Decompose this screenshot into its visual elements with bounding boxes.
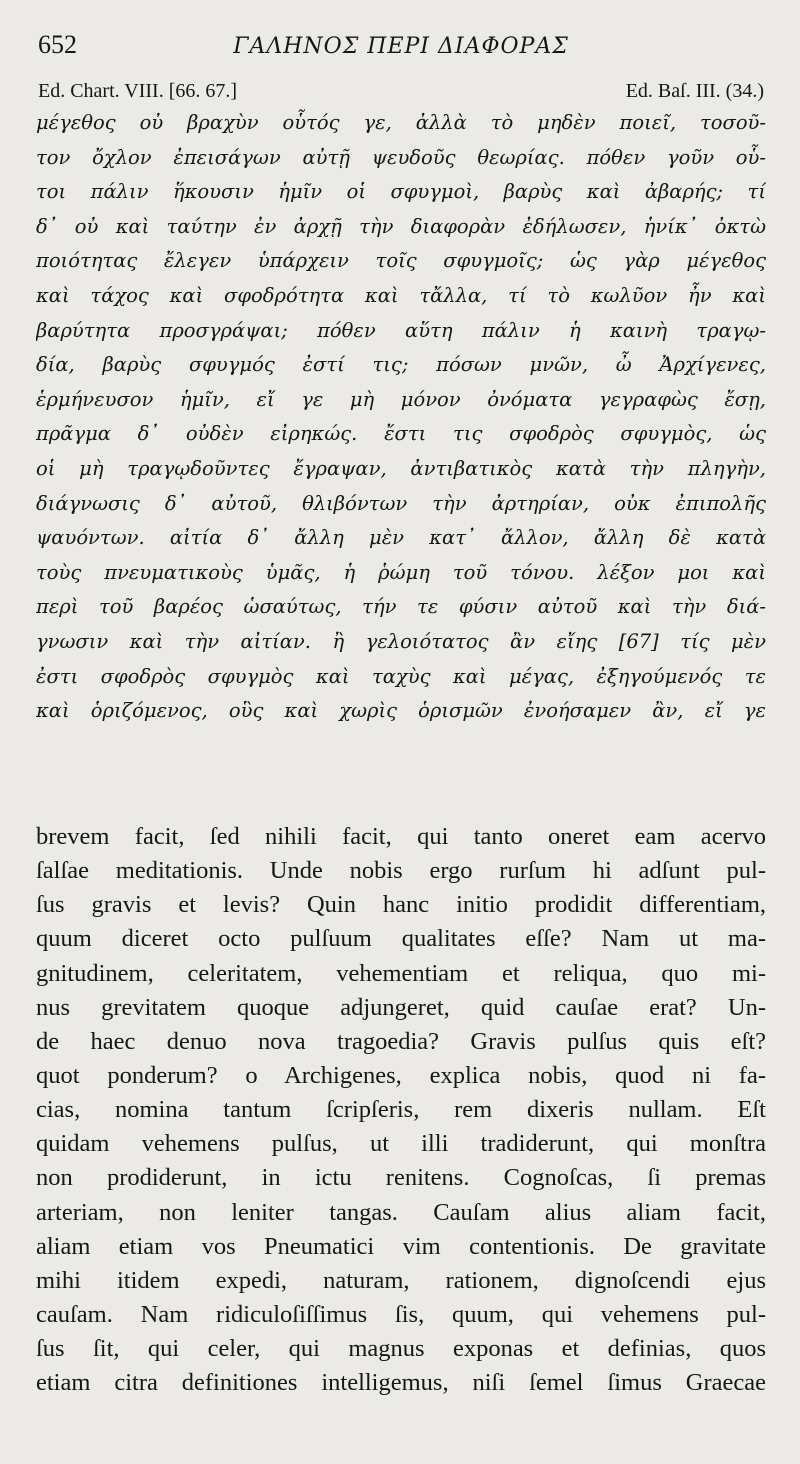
latin-text-line: quot ponderum? o Archigenes, explica nobis, quod ni fa- [36, 1061, 766, 1089]
greek-text-line: καὶ ὁριζόμενος, οὓς καὶ χωρὶς ὁρισμῶν ἐνοήσαμεν ἂν, εἴ γε [36, 699, 766, 723]
greek-text-line: δία, βαρὺς σφυγμός ἐστί τις; πόσων μνῶν, ὦ Ἀρχίγενες, [36, 353, 766, 377]
greek-text-line: μέγεθος οὐ βραχὺν οὗτός γε, ἀλλὰ τὸ μηδὲν ποιεῖ, τοσοῦ- [36, 111, 766, 134]
edition-chartier-reference: Ed. Chart. VIII. [66. 67.] [38, 80, 238, 102]
latin-text-line: non prodiderunt, in ictu renitens. Cognoſcas, ſi premas [36, 1164, 766, 1192]
latin-text-line: etiam citra definitiones intelligemus, niſi ſemel ſimus Graecae [36, 1369, 766, 1397]
latin-text-line: mihi itidem expedi, naturam, rationem, dignoſcendi ejus [36, 1266, 766, 1294]
greek-text-line: οἱ μὴ τραγῳδοῦντες ἔγραψαν, ἀντιβατικὸς κατὰ τὴν πληγὴν, [36, 456, 766, 480]
edition-basel-reference: Ed. Baſ. III. (34.) [625, 80, 764, 102]
greek-text-line: ἐστι σφοδρὸς σφυγμὸς καὶ ταχὺς καὶ μέγας, ἐξηγούμενός τε [36, 664, 766, 688]
latin-text-line: arteriam, non leniter tangas. Cauſam alius aliam facit, [36, 1198, 766, 1226]
greek-text-line: βαρύτητα προσγράψαι; πόθεν αὕτη πάλιν ἡ καινὴ τραγῳ- [36, 318, 766, 342]
greek-text-line: ἑρμήνευσον ἡμῖν, εἴ γε μὴ μόνον ὀνόματα γεγραφὼς ἔσῃ, [36, 387, 766, 411]
greek-text-line: γνωσιν καὶ τὴν αἰτίαν. ἢ γελοιότατος ἂν εἴης [67] τίς μὲν [36, 629, 766, 653]
latin-text-line: ſus gravis et levis? Quin hanc initio prodidit differentiam, [36, 891, 766, 919]
greek-text-line: πρᾶγμα δ᾽ οὐδὲν εἰρηκώς. ἔστι τις σφοδρὸς σφυγμὸς, ὡς [36, 422, 766, 446]
latin-text-line: ſalſae meditationis. Unde nobis ergo rurſum hi adſunt pul- [36, 857, 766, 885]
edition-references [38, 80, 764, 106]
greek-text-line: δ᾽ οὐ καὶ ταύτην ἐν ἀρχῇ τὴν διαφορὰν ἐδήλωσεν, ἡνίκ᾽ ὀκτὼ [36, 214, 766, 238]
greek-text-block [36, 106, 766, 729]
greek-text-line: τοι πάλιν ἥκουσιν ἡμῖν οἱ σφυγμοὶ, βαρὺς καὶ ἀβαρής; τί [36, 180, 766, 204]
latin-text-line: gnitudinem, celeritatem, vehementiam et reliqua, quo mi- [36, 959, 766, 987]
running-title: ΓΑΛΗΝΟΣ ΠΕΡΙ ΔΙΑΦΟΡΑΣ [233, 34, 569, 59]
page-number: 652 [38, 30, 77, 59]
latin-text-line: cauſam. Nam ridiculoſiſſimus ſis, quum, qui vehemens pul- [36, 1300, 766, 1328]
greek-text-line: περὶ τοῦ βαρέος ὡσαύτως, τήν τε φύσιν αὐτοῦ καὶ τὴν διά- [36, 595, 766, 619]
latin-text-line: aliam etiam vos Pneumatici vim contentionis. De gravitate [36, 1232, 766, 1260]
greek-text-line: τοὺς πνευματικοὺς ὑμᾶς, ἡ ῥώμη τοῦ τόνου. λέξον μοι καὶ [36, 560, 766, 584]
latin-text-line: cias, nomina tantum ſcripſeris, rem dixeris nullam. Eſt [36, 1096, 766, 1124]
latin-text-block [36, 820, 766, 1400]
greek-text-line: τον ὄχλον ἐπεισάγων αὐτῇ ψευδοῦς θεωρίας. πόθεν γοῦν οὗ- [36, 145, 766, 169]
latin-text-line: de haec denuo nova tragoedia? Gravis pulſus quis eſt? [36, 1027, 766, 1055]
latin-text-line: nus grevitatem quoque adjungeret, quid cauſae erat? Un- [36, 993, 766, 1021]
greek-text-line: διάγνωσις δ᾽ αὐτοῦ, θλιβόντων τὴν ἀρτηρίαν, οὐκ ἐπιπολῆς [36, 491, 766, 515]
latin-text-line: brevem facit, ſed nihili facit, qui tanto oneret eam acervo [36, 823, 766, 850]
latin-text-line: quidam vehemens pulſus, ut illi tradiderunt, qui monſtra [36, 1130, 766, 1158]
greek-text-line: καὶ τάχος καὶ σφοδρότητα καὶ τἄλλα, τί τὸ κωλῦον ἦν καὶ [36, 283, 766, 307]
page-header [38, 30, 764, 64]
latin-text-line: quum diceret octo pulſuum qualitates eſſe? Nam ut ma- [36, 925, 766, 953]
greek-text-line: ποιότητας ἔλεγεν ὑπάρχειν τοῖς σφυγμοῖς; ὡς γὰρ μέγεθος [36, 249, 766, 273]
greek-text-line: ψαυόντων. αἰτία δ᾽ ἄλλη μὲν κατ᾽ ἄλλον, ἄλλη δὲ κατὰ [36, 526, 766, 550]
latin-text-line: ſus ſit, qui celer, qui magnus exponas et definias, quos [36, 1335, 766, 1363]
